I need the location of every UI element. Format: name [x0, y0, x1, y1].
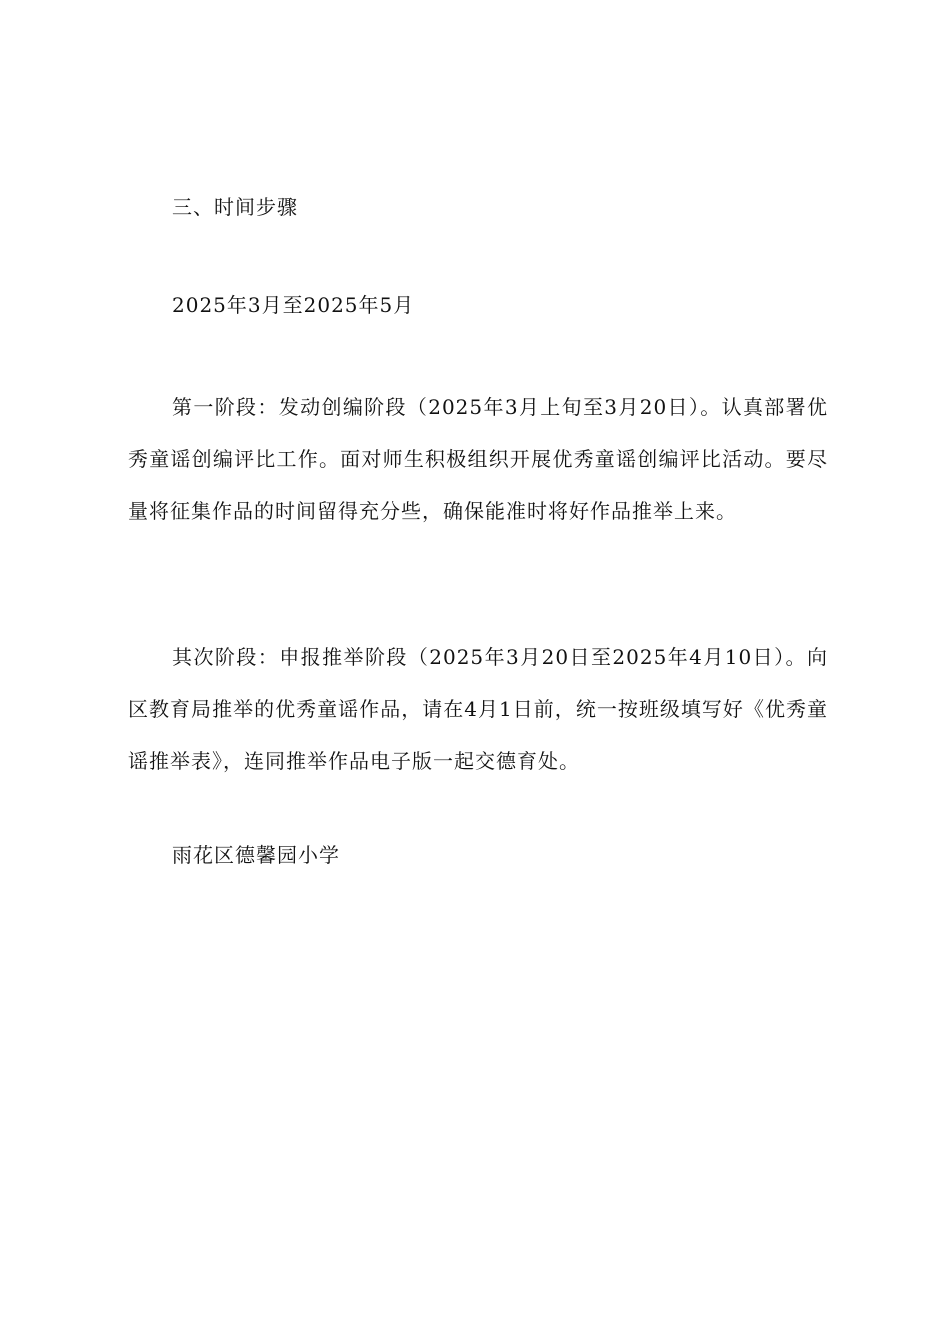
stage-one-paragraph: 第一阶段：发动创编阶段（2025年3月上旬至3月20日）。认真部署优秀童谣创编评比工作。面对师生积极组织开展优秀童谣创编评比活动。要尽量将征集作品的时间留得充分些，确保能准时将好作品推举上来。 — [128, 395, 828, 523]
school-signature: 雨花区德馨园小学 — [172, 843, 340, 867]
time-period: 2025年3月至2025年5月 — [172, 293, 415, 317]
stage-two-paragraph: 其次阶段：申报推举阶段（2025年3月20日至2025年4月10日）。向区教育局推举的优秀童谣作品，请在4月1日前，统一按班级填写好《优秀童谣推举表》，连同推举作品电子版一起交德育处。 — [128, 645, 828, 773]
section-heading: 三、时间步骤 — [172, 195, 298, 219]
